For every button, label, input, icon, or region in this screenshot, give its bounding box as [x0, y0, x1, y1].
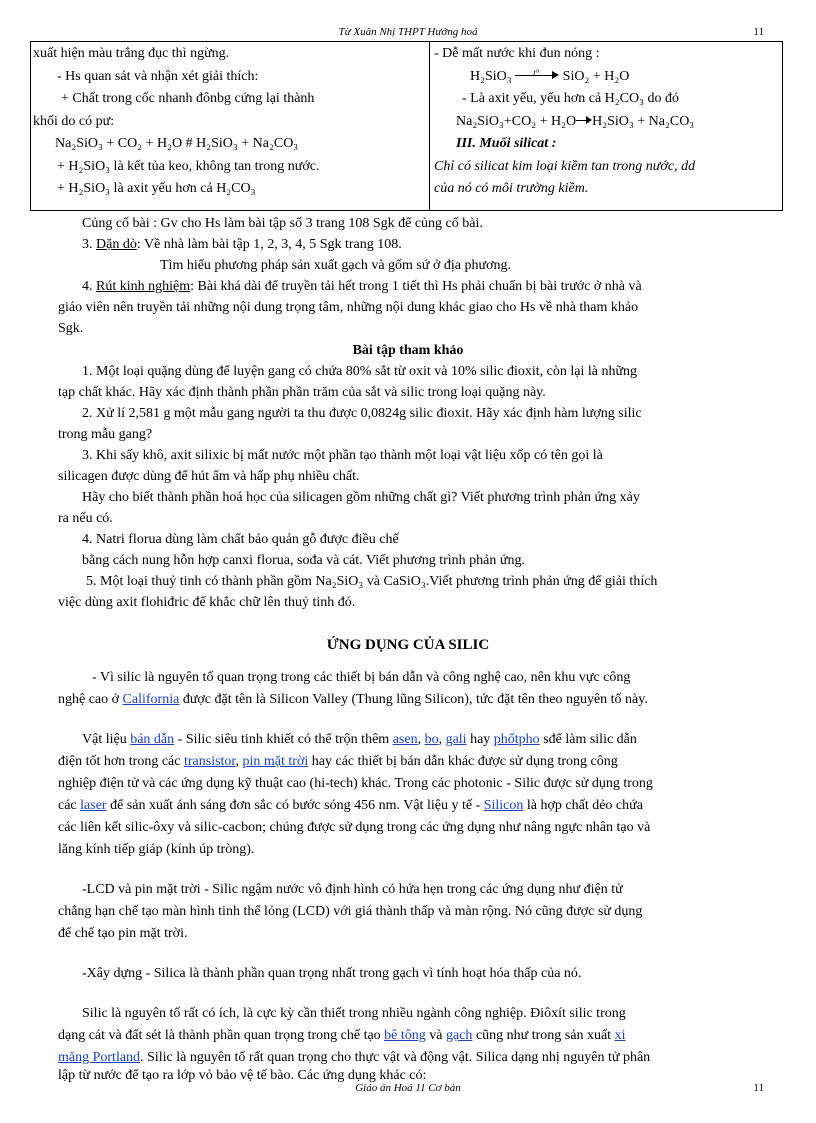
eq2-products: H₂SiO₃ + Na₂CO₃	[592, 113, 695, 129]
homework-label: Dặn dò	[96, 237, 137, 252]
link-xi[interactable]: xi	[614, 1028, 626, 1043]
exercise-1a: 1. Một loại quặng dùng để luyện gang có chứa 80% sắt từ oxit và 10% silic đioxit, còn lại là những	[82, 364, 638, 379]
app-p2-line5: các liên kết silic-ôxy và silic-cacbon; chúng được sử dụng trong các ứng dụng như nâng ngực nhân tạo và	[58, 820, 651, 835]
left-line-3: + Chất trong cốc nhanh đônbg cứng lại thành	[61, 91, 315, 106]
app-p2-line1	[82, 732, 637, 748]
left-line-1: xuất hiện màu trắng đục thì ngừng.	[33, 46, 230, 61]
p2-l2-text-1: điện tốt hơn trong các	[58, 754, 184, 769]
p2-text-4: ,	[438, 732, 446, 747]
link-photpho[interactable]: phốtpho	[493, 732, 540, 747]
app-p4: -Xây dựng - Silica là thành phần quan trọng nhất trong gạch vì tính hoạt hóa thấp của nó.	[82, 966, 582, 981]
app-p2-line4	[58, 798, 643, 814]
p2-text-3: ,	[417, 732, 425, 747]
exercise-3b: silicagen được dùng để hút ẩm và hấp phụ nhiều chất.	[58, 469, 360, 484]
footer-title: Giáo án Hoá 11 Cơ bản	[355, 1082, 461, 1094]
link-asen[interactable]: asen	[392, 732, 418, 747]
lesson-continuation-1: giáo viên nên truyền tải những nội dung trọng tâm, những nội dung khác giao cho Hs về nhà tham khảo	[58, 300, 639, 315]
lesson-line	[82, 279, 642, 295]
homework-line	[82, 237, 402, 253]
consolidate-line: Củng cố bài : Gv cho Hs làm bài tập số 3 trang 108 Sgk để củng cố bài.	[82, 216, 483, 231]
reaction-arrow-icon	[576, 116, 592, 126]
app-p5-line3	[58, 1050, 650, 1066]
link-laser[interactable]: laser	[80, 798, 107, 813]
exercise-5a: 5. Một loại thuỷ tinh có thành phần gồm Na₂SiO₃ và CaSiO₃.Viết phương trình phản ứng để giải thích	[86, 574, 658, 589]
link-bo[interactable]: bo	[424, 732, 439, 747]
link-ban-dan[interactable]: bán dẫn	[130, 732, 175, 747]
app-p1-text-2: được đặt tên là Silicon Valley (Thung lũng Silicon), tức đặt tên theo nguyên tố này.	[179, 692, 648, 707]
link-mang-portland[interactable]: măng Portland	[58, 1050, 141, 1065]
homework-text: : Về nhà làm bài tập 1, 2, 3, 4, 5 Sgk trang 108.	[136, 237, 402, 252]
right-line-1: - Dễ mất nước khi đun nóng :	[434, 46, 600, 61]
p5-l2-text-2: và	[425, 1028, 446, 1043]
lesson-text: : Bài khá dài để truyền tải hết trong 1 tiết thì Hs phải chuẩn bị bài trước ở nhà và	[190, 279, 642, 294]
p2-l2-text-2: ,	[235, 754, 243, 769]
footer-page-number: 11	[753, 1082, 764, 1094]
exercise-2a: 2. Xử lí 2,581 g một mẫu gang người ta thu được 0,0824g silic đioxit. Hãy xác định hàm lượng silic	[82, 406, 642, 421]
left-line-4: khối do có pư:	[33, 113, 115, 129]
eq1-reactant: H₂SiO₃	[470, 68, 512, 84]
app-p2-line3: nghiệp điện tử và các ứng dụng kỹ thuật cao (hi-tech) khác. Trong các photonic - Silic được sử dụng trong	[58, 776, 653, 791]
table-divider	[429, 41, 430, 210]
applications-title: ỨNG DỤNG CỦA SILIC	[326, 637, 490, 653]
right-line-3: - Là axit yếu, yếu hơn cả H₂CO₃ do đó	[462, 91, 679, 106]
p2-l2-text-3: hay các thiết bị bán dẫn khác được sử dụng trong công	[308, 754, 618, 769]
exercises-title: Bài tập tham khảo	[352, 343, 464, 358]
app-p5-line4: lập từ nước để tạo ra lớp vỏ bảo vệ tế bào. Các ứng dụng khác có:	[58, 1068, 427, 1083]
p5-l2-text-3: cũng như trong sản xuất	[472, 1028, 615, 1043]
left-equation: Na₂SiO₃ + CO₂ + H₂O # H₂SiO₃ + Na₂CO₃	[55, 136, 299, 151]
lesson-label: Rút kinh nghiệm	[96, 279, 191, 294]
exercise-4a: 4. Natri florua dùng làm chất bảo quản gỗ được điều chế	[82, 532, 399, 547]
eq1-products: SiO₂ + H₂O	[562, 68, 630, 84]
link-california[interactable]: California	[122, 692, 180, 707]
app-p3-line1: -LCD và pin mặt trời - Silic ngậm nước vô định hình có hứa hẹn trong các ứng dụng như điện tử	[82, 882, 623, 897]
page-header	[0, 26, 816, 42]
table-left-column	[33, 43, 425, 201]
lesson-continuation-2: Sgk.	[58, 321, 84, 336]
homework-number: 3.	[82, 237, 93, 252]
app-p1-line2	[58, 692, 648, 708]
exercise-5b: việc dùng axit flohiđric để khắc chữ lên thuỷ tinh đó.	[58, 595, 356, 610]
app-p2-line6: lăng kính tiếp giáp (kính úp tròng).	[58, 842, 255, 857]
p2-text-5: hay	[466, 732, 494, 747]
p5-l3-text: . Silic là nguyên tố rất quan trọng cho thực vật và động vật. Silica dạng nhị nguyên tử phân	[140, 1050, 651, 1065]
app-p1-line1: - Vì silic là nguyên tố quan trọng trong các thiết bị bán dẫn và công nghệ cao, nên khu vực công	[92, 670, 631, 685]
p2-l4-text-3: là hợp chất dẻo chứa	[523, 798, 643, 813]
link-silicon[interactable]: Silicon	[483, 798, 524, 813]
silicate-heading: III. Muối silicat :	[456, 136, 557, 151]
link-be-tong[interactable]: bê tông	[384, 1028, 426, 1043]
header-page-number: 11	[753, 26, 764, 38]
p2-text-2: - Silic siêu tinh khiết có thể trộn thêm	[174, 732, 393, 747]
heat-label: t°	[533, 68, 540, 79]
table-right-column	[434, 43, 780, 201]
exercise-3d: ra nếu có.	[58, 511, 113, 526]
exercise-3c: Hãy cho biết thành phần hoá học của silicagen gồm những chất gì? Viết phương trình phản ứng xảy	[82, 490, 640, 505]
exercise-3a: 3. Khi sấy khô, axit silixic bị mất nước một phần tạo thành một loại vật liệu xốp có tên gọi là	[82, 448, 603, 463]
app-p2-line2	[58, 754, 618, 770]
heat-arrow-icon	[515, 68, 559, 81]
p2-l4-text-1: các	[58, 798, 81, 813]
app-p1-text: nghệ cao ở	[58, 692, 123, 707]
link-pin-mat-troi[interactable]: pin mặt trời	[242, 754, 309, 769]
app-p5-line2	[58, 1028, 625, 1044]
left-line-6: + H₂SiO₃ là kết tủa keo, không tan trong nước.	[57, 158, 320, 174]
right-para-2: của nó có môi trường kiềm.	[434, 181, 589, 196]
exercise-2b: trong mẫu gang?	[58, 427, 153, 442]
p5-l2-text-1: dạng cát và đất sét là thành phần quan trọng trong chế tạo	[58, 1028, 385, 1043]
left-line-2: - Hs quan sát và nhận xét giải thích:	[57, 68, 259, 84]
app-p5-line1: Silic là nguyên tố rất có ích, là cực kỳ cần thiết trong nhiều ngành công nghiệp. Điôxít silic trong	[82, 1006, 626, 1021]
p2-text-6: sđể làm silic dẫn	[539, 732, 637, 747]
p2-l4-text-2: để sản xuất ánh sáng đơn sắc có bước sóng 456 nm. Vật liệu y tế -	[106, 798, 484, 813]
exercise-4b: bằng cách nung hỗn hợp canxi florua, sođa và cát. Viết phương trình phản ứng.	[82, 553, 525, 568]
research-line: Tìm hiểu phương pháp sản xuất gạch và gốm sứ ở địa phương.	[160, 258, 511, 273]
link-transistor[interactable]: transistor	[183, 754, 236, 769]
p2-text-1: Vật liệu	[82, 732, 131, 747]
link-gach[interactable]: gạch	[446, 1028, 473, 1043]
header-title: Từ Xuân Nhị THPT Hướng hoá	[338, 26, 478, 38]
app-p3-line3: để chế tạo pin mặt trời.	[58, 926, 188, 941]
exercise-1b: tạp chất khác. Hãy xác định thành phần phần trăm của sắt và silic trong loại quặng này.	[58, 385, 546, 400]
app-p3-line2: chẳng hạn chế tạo màn hình tinh thể lỏng (LCD) với giá thành thấp và màn rộng. Nó cũng được sử dụng	[58, 904, 643, 919]
right-equation-2	[434, 111, 780, 134]
lesson-table	[30, 41, 783, 211]
eq2-reactants: Na₂SiO₃+CO₂ + H₂O	[456, 113, 577, 129]
link-gali[interactable]: gali	[445, 732, 467, 747]
lesson-number: 4.	[82, 279, 93, 294]
right-equation-1	[434, 66, 780, 89]
left-line-7: + H₂SiO₃ là axit yếu hơn cả H₂CO₃	[57, 181, 256, 196]
right-para-1: Chỉ có silicat kim loại kiềm tan trong nước, dd	[434, 158, 696, 174]
